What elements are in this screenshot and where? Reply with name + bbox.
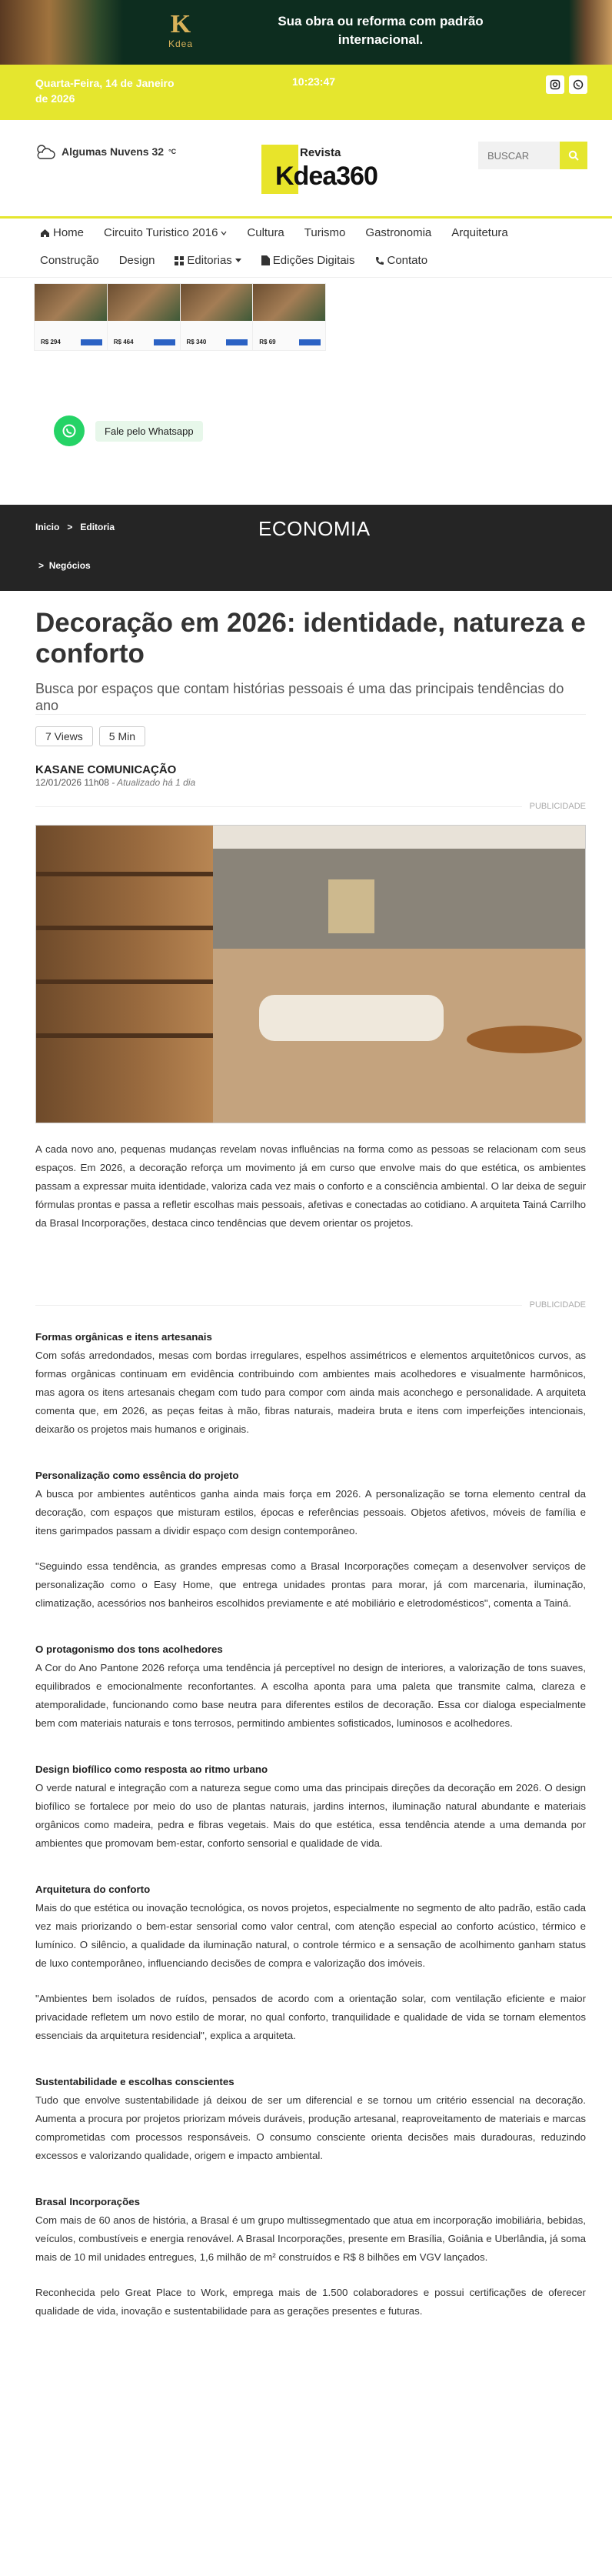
top-ad-banner[interactable] (0, 0, 612, 65)
banner-slogan: Sua obra ou reforma com padrão internacional. (278, 14, 484, 47)
section (35, 1467, 586, 1613)
ad-image (35, 284, 107, 321)
search-box (478, 142, 587, 169)
phone-icon (375, 256, 384, 265)
nav-gastronomia[interactable]: Gastronomia (365, 226, 432, 239)
section-heading: Personalização como essência do projeto (35, 1470, 239, 1481)
search-icon (568, 150, 579, 161)
nav-construcao[interactable]: Construção (40, 254, 99, 267)
article-title: Decoração em 2026: identidade, natureza e conforto (35, 608, 586, 669)
ad-item[interactable] (35, 284, 108, 350)
weather-widget (34, 143, 176, 160)
nav-editorias[interactable]: Editorias (175, 254, 241, 267)
breadcrumb-editoria[interactable]: Editoria (80, 522, 115, 532)
article-updated: - Atualizado há 1 dia (108, 777, 196, 788)
home-icon (40, 229, 50, 238)
ad-price: R$ 294 (41, 339, 61, 345)
image-shelf (36, 826, 213, 1123)
site-header (0, 120, 612, 216)
breadcrumb (35, 522, 115, 532)
current-date: Quarta-Feira, 14 de Janeiro de 2026 (35, 77, 175, 105)
paragraph: "Ambientes bem isolados de ruídos, pensados de acordo com a orientação solar, com ventilação eficiente e maior privacidade refletem um novo estilo de morar, no qual conforto, tranquilidade e qualidade de vida se tornam elementos essenciais da arquitetura residencial", explica a arquiteta. (35, 1993, 586, 2041)
nav-edicoes-digitais[interactable]: Edições Digitais (261, 254, 355, 267)
main-nav (0, 216, 612, 278)
nav-design[interactable]: Design (118, 254, 155, 267)
image-table (467, 1026, 582, 1053)
article-intro (35, 1140, 586, 1250)
paragraph: A Cor do Ano Pantone 2026 reforça uma tendência já perceptível no design de interiores, a valorização de tons suaves, equilibrados e emocionalmente reconfortantes. A escolha aponta para uma paleta que transmite calma, clareza e atemporalidade, funcionando como base neutra para diferentes estilos de decoração. Essa cor dialoga especialmente bem com materiais naturais e tons terrosos, permitindo ambientes sofisticados, luminosos e acolhedores. (35, 1662, 586, 1729)
current-time: 10:23:47 (292, 75, 336, 88)
ad-label: PUBLICIDADE (522, 1300, 586, 1310)
section-heading: Design biofílico como resposta ao ritmo urbano (35, 1763, 268, 1775)
paragraph: O verde natural e integração com a natureza segue como uma das principais direções da decoração em 2026. O design biofílico se fortalece por meio do uso de plantas naturais, jardins internos, iluminação natural abundante e materiais orgânicos como madeira, pedra e fibras vegetais. Mais do que estética, essa tendência atende a uma demanda por ambientes que promovam bem-estar, conforto sensorial e qualidade de vida. (35, 1782, 586, 1849)
section (35, 2193, 586, 2321)
paragraph: A cada novo ano, pequenas mudanças revelam novas influências na forma como as pessoas se relacionam com seus espaços. Em 2026, a decoração reforça um movimento já em curso que envolve mais do que estética, os ambientes passam a expressar muita identidade, valoriza cada vez mais o conforto e a consciência ambiental. O lar deixa de seguir fórmulas prontas e passa a refletir escolhas mais pessoais, afetivas e conectadas ao cotidiano. A arquiteta Tainá Carrilho da Brasal Incorporações, destaca cinco tendências que devem orientar os projetos. (35, 1143, 586, 1229)
paragraph: Com mais de 60 anos de história, a Brasal é um grupo multissegmentado que atua em incorporação imobiliária, bebidas, veículos, combustíveis e energia renovável. A Brasal Incorporações, presente em Brasília, Goiânia e Uberlândia, já soma mais de 10 mil unidades entregues, 1,6 milhão de m² construídos e R$ 8 bilhões em VGV lançados. (35, 2214, 586, 2263)
section (35, 1640, 586, 1733)
section (35, 1760, 586, 1853)
paragraph: A busca por ambientes autênticos ganha ainda mais força em 2026. A personalização se torna elemento central da decoração, com espaços que misturam estilos, épocas e referências pessoais. Objetos afetivos, móveis de família e itens garimpados passam a dividir espaço com design contemporâneo. (35, 1488, 586, 1537)
paragraph: Reconhecida pelo Great Place to Work, emprega mais de 1.500 colaboradores e possui certificações de oferecer qualidade de vida, inovação e sustentabilidade para as gerações presentes e futuras. (35, 2287, 586, 2317)
section (35, 1880, 586, 2045)
whatsapp-icon (62, 423, 77, 439)
ad-buy-button[interactable] (226, 339, 248, 345)
caret-down-icon (235, 259, 241, 263)
ad-buy-button[interactable] (299, 339, 321, 345)
section (35, 2073, 586, 2165)
banner-image-left (0, 0, 123, 65)
article-stats (35, 726, 145, 746)
breadcrumb-separator: > (38, 560, 49, 571)
whatsapp-widget[interactable] (54, 415, 203, 446)
section-heading: Arquitetura do conforto (35, 1884, 151, 1895)
breadcrumb-sub[interactable]: > Negócios (38, 560, 91, 571)
nav-home[interactable]: Home (40, 226, 84, 239)
nav-cultura[interactable]: Cultura (247, 226, 284, 239)
article-date: 12/01/2026 11h08 - Atualizado há 1 dia (35, 777, 196, 788)
weather-text: Algumas Nuvens 32 (62, 145, 165, 158)
ad-price: R$ 69 (259, 339, 276, 345)
cloud-sun-icon (34, 143, 57, 160)
grid-icon (175, 256, 184, 265)
paragraph: Tudo que envolve sustentabilidade já deixou de ser um diferencial e se tornou um critério essencial na decoração. Aumenta a procura por projetos priorizam móveis duráveis, produção artesanal, reaproveitamento de materiais e marcas comprometidas com processos responsáveis. O consumo consciente orienta decisões mais duradouras, reduzindo excessos e valorizando qualidade, origem e impacto ambiental. (35, 2094, 586, 2161)
divider (35, 806, 586, 807)
breadcrumb-inicio[interactable]: Inicio (35, 522, 60, 532)
banner-image-right (569, 0, 612, 65)
search-button[interactable] (560, 142, 587, 169)
ad-label: PUBLICIDADE (522, 802, 586, 811)
ad-image (181, 284, 253, 321)
ad-item[interactable] (108, 284, 181, 350)
nav-contato[interactable]: Contato (375, 254, 428, 267)
ad-price: R$ 464 (113, 339, 134, 345)
image-ceiling (213, 826, 586, 849)
article-subtitle: Busca por espaços que contam histórias pessoais é uma das principais tendências do ano (35, 681, 564, 713)
whatsapp-icon[interactable] (569, 75, 587, 94)
paragraph: Mais do que estética ou inovação tecnológica, os novos projetos, especialmente no segmento de alto padrão, estão cada vez mais priorizando o bem-estar sensorial como valor central, com atenção especial ao conforto acústico, térmico e lumínico. O silêncio, a qualidade da iluminação natural, o controle térmico e a sensação de acolhimento ganham status de luxo contemporâneo, influenciando decisões de compra e valorização dos imóveis. (35, 1902, 586, 1969)
ad-buy-button[interactable] (154, 339, 175, 345)
instagram-icon[interactable] (546, 75, 564, 94)
section (35, 1328, 586, 1439)
whatsapp-button[interactable] (54, 415, 85, 446)
nav-circuito[interactable]: Circuito Turistico 2016 (104, 226, 227, 239)
breadcrumb-separator: > (67, 522, 73, 532)
logo-label: Revista (300, 146, 341, 159)
ad-image (253, 284, 325, 321)
whatsapp-label[interactable]: Fale pelo Whatsapp (95, 421, 203, 442)
chevron-down-icon (221, 230, 227, 236)
category-title: ECONOMIA (258, 517, 371, 540)
article-image[interactable] (35, 825, 586, 1123)
image-wall (213, 849, 586, 949)
breadcrumb-bar (0, 505, 612, 591)
article-author[interactable]: KASANE COMUNICAÇÃO (35, 763, 177, 776)
document-icon (261, 255, 270, 265)
read-time-badge: 5 Min (99, 726, 145, 746)
ad-image (108, 284, 180, 321)
search-input[interactable] (478, 142, 560, 169)
image-art (328, 879, 374, 933)
site-logo[interactable] (261, 142, 392, 197)
section-heading: Sustentabilidade e escolhas conscientes (35, 2076, 234, 2087)
paragraph: Com sofás arredondados, mesas com bordas irregulares, espelhos assimétricos e elementos arquitetônicos curvos, as formas orgânicas continuam em evidência contribuindo com ambientes mais acolhedores e visualmente harmônicos, mas agora os itens artesanais chegam com tudo para compor com ainda mais aconchego e personalidade. A arquiteta comenta que, em 2026, as peças feitas à mão, fibras naturais, madeira bruta e itens com imperfeições intencionais, deixarão os projetos mais humanos e originais. (35, 1350, 586, 1435)
topbar (0, 65, 612, 120)
banner-logo: K Kdea (168, 10, 194, 49)
ad-price: R$ 340 (186, 339, 207, 345)
nav-turismo[interactable]: Turismo (304, 226, 346, 239)
logo-name: Kdea360 (275, 162, 378, 191)
ad-item[interactable] (253, 284, 325, 350)
ad-buy-button[interactable] (81, 339, 102, 345)
weather-unit: °C (168, 148, 177, 155)
image-sofa (259, 995, 444, 1041)
nav-arquitetura[interactable]: Arquitetura (451, 226, 508, 239)
article-body (35, 1323, 586, 2337)
section-heading: O protagonismo dos tons acolhedores (35, 1643, 223, 1655)
divider (35, 1305, 586, 1306)
views-badge: 7 Views (35, 726, 93, 746)
section-heading: Brasal Incorporações (35, 2196, 140, 2207)
article (35, 608, 586, 2317)
paragraph: "Seguindo essa tendência, as grandes empresas como a Brasal Incorporações começam a desenvolver serviços de personalização como o Easy Home, que entrega unidades prontas para morar, já com marcenaria, iluminação, climatização, acessórios nos banheiros escolhidos previamente e até mobiliário e eletrodomésticos", comenta a Tainá. (35, 1560, 586, 1609)
ad-item[interactable] (181, 284, 254, 350)
section-heading: Formas orgânicas e itens artesanais (35, 1331, 212, 1343)
divider (35, 714, 586, 715)
product-ad-strip[interactable] (34, 283, 326, 351)
